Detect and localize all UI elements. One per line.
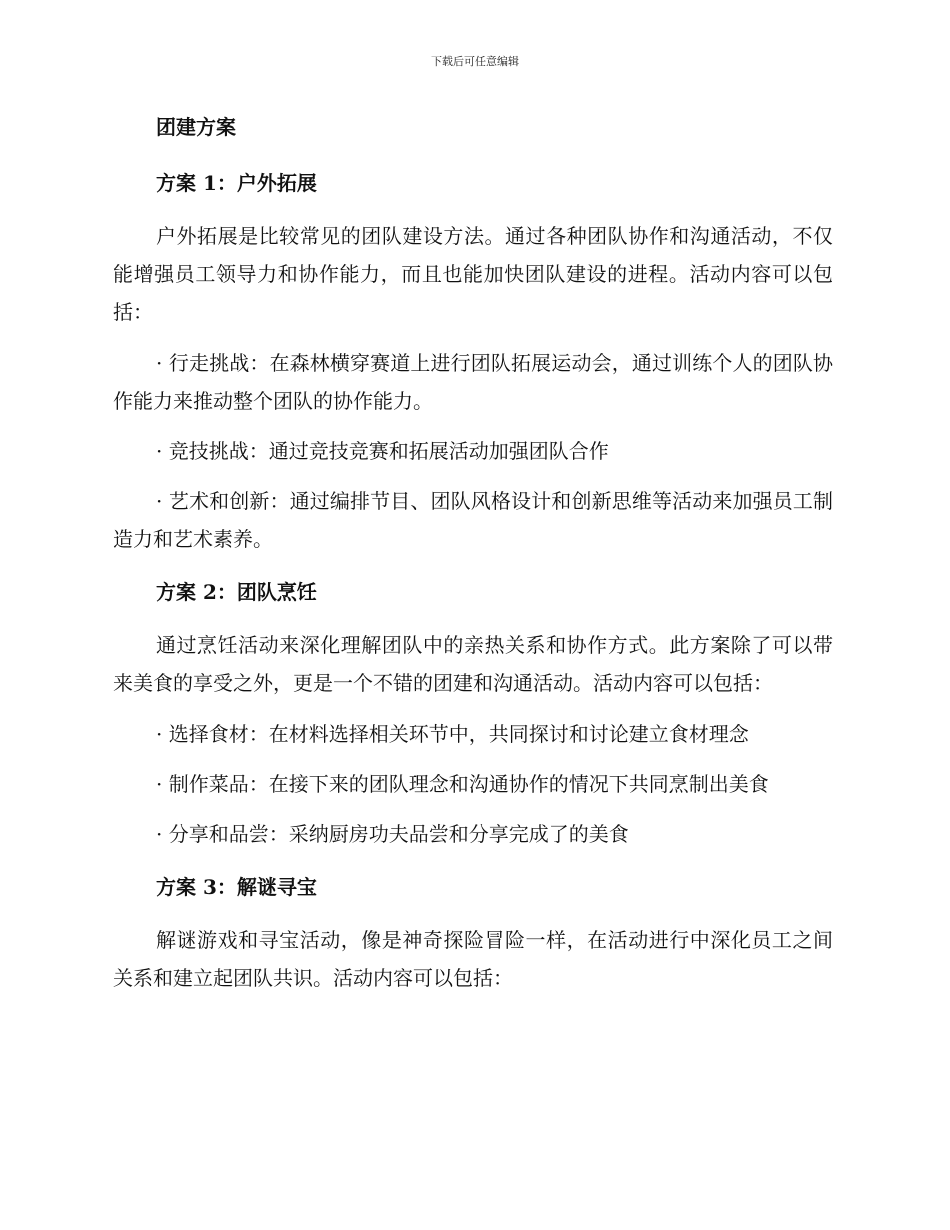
bullet-item: · 竞技挑战：通过竞技竞赛和拓展活动加强团队合作: [156, 439, 609, 463]
section-intro: 解谜游戏和寻宝活动，像是神奇探险冒险一样，在活动进行中深化员工之间关系和建立起团队共识。活动内容可以包括：: [113, 928, 833, 990]
section-heading: 方案 3：解谜寻宝: [156, 875, 317, 899]
section-heading: 方案 2：团队烹饪: [156, 580, 317, 604]
bullet-item: · 行走挑战：在森林横穿赛道上进行团队拓展运动会，通过训练个人的团队协作能力来推动整个团队的协作能力。: [113, 351, 833, 413]
section-heading: 方案 1：户外拓展: [156, 171, 317, 195]
bullet-item: · 制作菜品：在接下来的团队理念和沟通协作的情况下共同烹制出美食: [156, 772, 769, 796]
document-body: [113, 105, 833, 1010]
section-intro: 户外拓展是比较常见的团队建设方法。通过各种团队协作和沟通活动，不仅能增强员工领导力和协作能力，而且也能加快团队建设的进程。活动内容可以包括：: [113, 224, 833, 324]
header-note: 下载后可任意编辑: [431, 55, 519, 68]
bullet-item: · 艺术和创新：通过编排节目、团队风格设计和创新思维等活动来加强员工制造力和艺术素养。: [113, 489, 833, 551]
section-intro: 通过烹饪活动来深化理解团队中的亲热关系和协作方式。此方案除了可以带来美食的享受之外，更是一个不错的团建和沟通活动。活动内容可以包括：: [113, 633, 833, 695]
bullet-item: · 分享和品尝：采纳厨房功夫品尝和分享完成了的美食: [156, 822, 629, 846]
bullet-item: · 选择食材：在材料选择相关环节中，共同探讨和讨论建立食材理念: [156, 722, 749, 746]
document-title: 团建方案: [156, 115, 236, 139]
